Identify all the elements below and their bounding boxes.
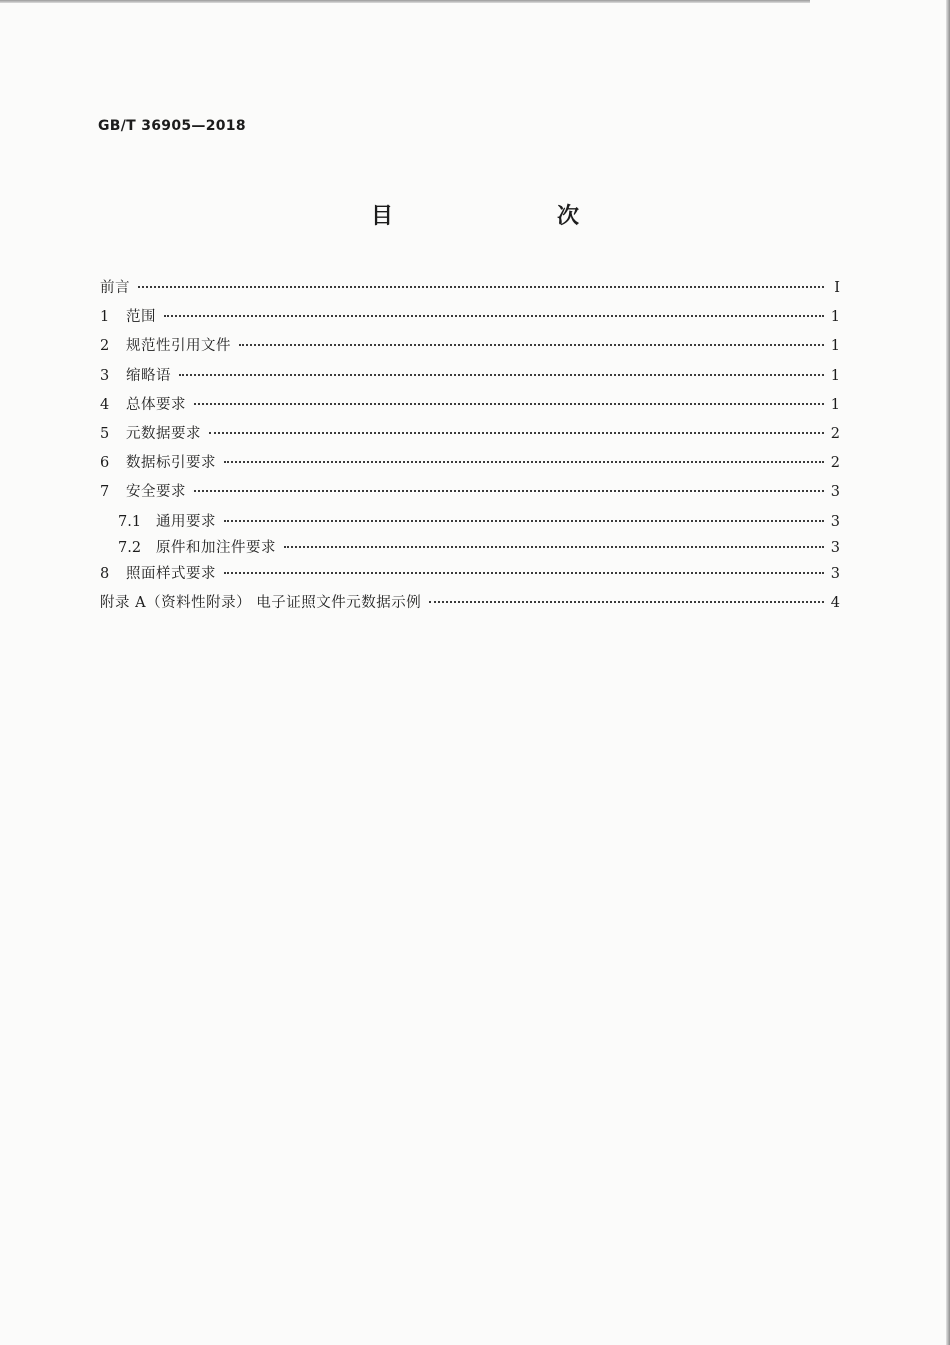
toc-entry-1[interactable] — [100, 305, 840, 334]
toc-entry-page: 1 — [830, 309, 840, 326]
toc-entry-number: 3 — [100, 367, 110, 384]
toc-entry-page: 2 — [830, 425, 840, 442]
toc-leader-dots — [284, 546, 824, 548]
toc-entry-number: 6 — [100, 455, 110, 472]
toc-title: 目 次 — [370, 204, 619, 229]
toc-leader-dots — [164, 315, 824, 317]
toc-entry-page: 1 — [830, 367, 840, 384]
toc-entry-number: 2 — [100, 338, 110, 355]
toc-entry-number: 1 — [100, 309, 110, 326]
toc-entry-number: 7.2 — [118, 539, 142, 556]
toc-entry-2[interactable] — [100, 334, 840, 363]
toc-entry-label: 附录 A（资料性附录） 电子证照文件元数据示例 — [100, 594, 422, 611]
scan-edge-top — [0, 0, 810, 3]
toc-entry-number: 5 — [100, 425, 110, 442]
toc-leader-dots — [194, 490, 824, 492]
toc-entry-label: 规范性引用文件 — [126, 338, 231, 355]
toc-entry-number: 7.1 — [118, 513, 142, 530]
toc-entry-page: 1 — [830, 396, 840, 413]
toc-leader-dots — [194, 403, 824, 405]
toc-entry-label: 通用要求 — [156, 513, 216, 530]
toc-leader-dots — [179, 374, 824, 376]
toc-entry-7[interactable] — [100, 480, 840, 509]
toc-entry-8[interactable] — [100, 562, 840, 591]
toc-entry-label: 照面样式要求 — [126, 565, 216, 582]
toc-entry-label: 总体要求 — [126, 396, 186, 413]
toc-entry-page: 3 — [830, 484, 840, 501]
toc-entry-4[interactable] — [100, 393, 840, 422]
toc-entry-label: 安全要求 — [126, 484, 186, 501]
toc-leader-dots — [429, 601, 824, 603]
toc-entry-label: 元数据要求 — [126, 425, 201, 442]
toc-entry-page: 3 — [830, 565, 840, 582]
toc-leader-dots — [224, 572, 824, 574]
toc-entry-page: 3 — [830, 513, 840, 530]
toc-leader-dots — [239, 344, 824, 346]
toc-entry-label: 范围 — [126, 309, 156, 326]
toc-leader-dots — [209, 432, 824, 434]
toc-entry-page: 1 — [830, 338, 840, 355]
toc-leader-dots — [138, 286, 824, 288]
toc-entry-page: 2 — [830, 455, 840, 472]
table-of-contents — [100, 276, 840, 620]
standard-code: GB/T 36905—2018 — [98, 118, 246, 134]
toc-entry-page: 3 — [830, 539, 840, 556]
toc-entry-7-1[interactable] — [100, 510, 840, 536]
toc-entry-3[interactable] — [100, 364, 840, 393]
toc-entry-label: 原件和加注件要求 — [156, 539, 276, 556]
toc-entry-5[interactable] — [100, 422, 840, 451]
toc-leader-dots — [224, 520, 824, 522]
toc-entry-number: 7 — [100, 484, 110, 501]
toc-entry-6[interactable] — [100, 451, 840, 480]
toc-entry-appendix-a[interactable] — [100, 591, 840, 620]
toc-entry-number: 4 — [100, 396, 110, 413]
toc-entry-number: 8 — [100, 565, 110, 582]
toc-leader-dots — [224, 461, 824, 463]
toc-entry-label: 前言 — [100, 280, 130, 296]
toc-entry-7-2[interactable] — [100, 536, 840, 562]
toc-entry-foreword[interactable] — [100, 276, 840, 305]
toc-entry-label: 缩略语 — [126, 367, 171, 384]
toc-entry-label: 数据标引要求 — [126, 455, 216, 472]
toc-entry-page: 4 — [830, 594, 840, 611]
toc-entry-page: Ⅰ — [834, 280, 840, 296]
